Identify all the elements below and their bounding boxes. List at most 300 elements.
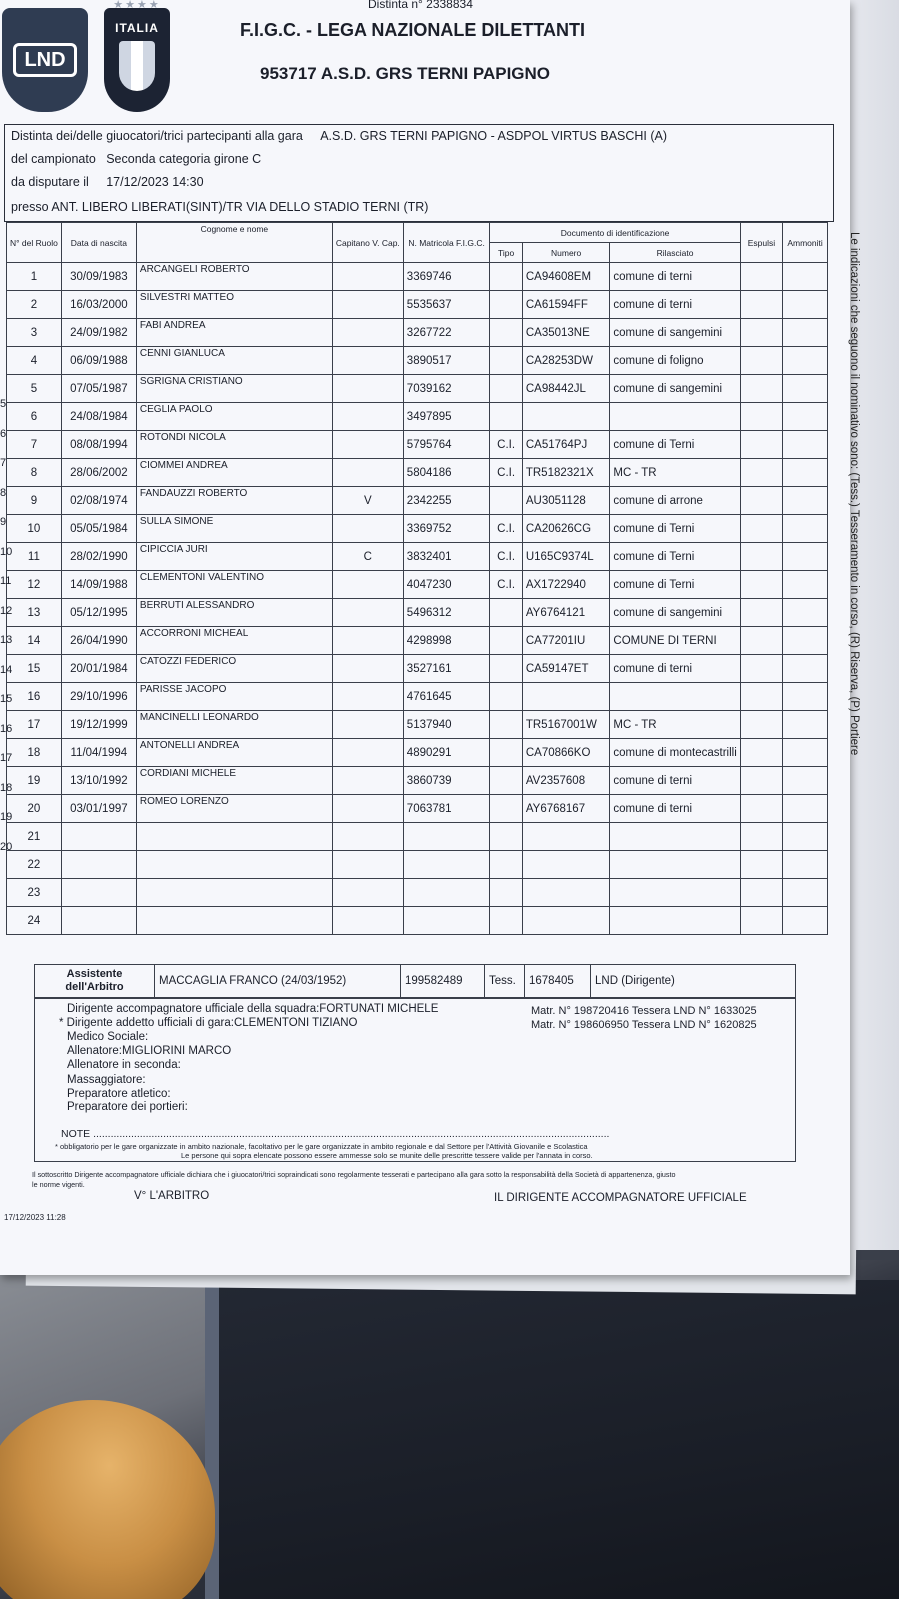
dirigente-accompagnatore-matr: Matr. N° 198720416 Tessera LND N° 1633025	[531, 1005, 757, 1017]
table-row	[7, 879, 828, 907]
espulsi-cell	[740, 767, 782, 795]
captain-mark	[332, 711, 403, 739]
ammoniti-cell	[783, 291, 828, 319]
doc-type	[490, 403, 522, 431]
table-row	[7, 263, 828, 291]
match-label: Distinta dei/delle giuocatori/trici partecipanti alla gara	[11, 129, 303, 143]
row-number: 24	[7, 907, 62, 935]
captain-mark	[332, 851, 403, 879]
espulsi-cell	[740, 375, 782, 403]
doc-number: CA98442JL	[522, 375, 610, 403]
espulsi-cell	[740, 263, 782, 291]
outer-row-number: 14	[0, 663, 13, 676]
ammoniti-cell	[783, 711, 828, 739]
birth-date: 26/04/1990	[61, 627, 136, 655]
doc-type: C.I.	[490, 571, 522, 599]
venue-line	[11, 200, 428, 214]
outer-row-number: 13	[0, 634, 13, 646]
col-ruolo: N° del Ruolo	[7, 223, 62, 263]
doc-issuer	[610, 851, 740, 879]
match-info	[4, 124, 834, 222]
doc-issuer: comune di foligno	[610, 347, 740, 375]
allenatore-seconda: Allenatore in seconda:	[67, 1059, 181, 1071]
player-name: FANDAUZZI ROBERTO	[136, 487, 332, 515]
matricola	[403, 907, 490, 935]
ammoniti-cell	[783, 879, 828, 907]
ammoniti-cell	[783, 823, 828, 851]
espulsi-cell	[740, 319, 782, 347]
declaration-end: le norme vigenti.	[32, 1180, 85, 1189]
outer-row-number: 7	[0, 457, 7, 469]
doc-issuer: comune di Terni	[610, 571, 740, 599]
birth-date: 24/09/1982	[61, 319, 136, 347]
birth-date	[61, 823, 136, 851]
club-title: 953717 A.S.D. GRS TERNI PAPIGNO	[260, 64, 551, 83]
row-number: 14	[7, 627, 62, 655]
doc-type	[490, 655, 522, 683]
table-row	[7, 375, 828, 403]
captain-mark	[332, 375, 403, 403]
captain-mark	[332, 263, 403, 291]
matricola: 4298998	[403, 627, 490, 655]
table-row	[7, 823, 828, 851]
lnd-logo-text: LND	[13, 43, 77, 77]
matricola	[403, 823, 490, 851]
row-number: 10	[7, 515, 62, 543]
player-name	[136, 879, 332, 907]
doc-type	[490, 739, 522, 767]
doc-number: CA61594FF	[522, 291, 610, 319]
row-number: 21	[7, 823, 62, 851]
doc-number: CA28253DW	[522, 347, 610, 375]
table-row	[7, 515, 828, 543]
espulsi-cell	[740, 403, 782, 431]
doc-number: CA59147ET	[522, 655, 610, 683]
player-name: MANCINELLI LEONARDO	[136, 711, 332, 739]
players-table	[6, 222, 828, 935]
distinta-number: Distinta n° 2338834	[368, 0, 473, 11]
ammoniti-cell	[783, 543, 828, 571]
player-name: CIPICCIA JURI	[136, 543, 332, 571]
doc-number: AY6768167	[522, 795, 610, 823]
doc-number: AV2357608	[522, 767, 610, 795]
outer-row-number: 8	[0, 486, 7, 499]
captain-mark	[332, 347, 403, 375]
doc-issuer: comune di sangemini	[610, 319, 740, 347]
doc-number: U165C9374L	[522, 543, 610, 571]
birth-date: 05/12/1995	[61, 599, 136, 627]
espulsi-cell	[740, 907, 782, 935]
birth-date: 13/10/1992	[61, 767, 136, 795]
espulsi-cell	[740, 543, 782, 571]
captain-mark	[332, 319, 403, 347]
captain-mark	[332, 627, 403, 655]
ammoniti-cell	[783, 515, 828, 543]
table-row	[7, 291, 828, 319]
doc-number: CA51764PJ	[522, 431, 610, 459]
espulsi-cell	[740, 683, 782, 711]
col-ammoniti: Ammoniti	[783, 223, 828, 263]
table-row	[7, 487, 828, 515]
matricola: 4047230	[403, 571, 490, 599]
matricola: 3527161	[403, 655, 490, 683]
dirigente-signature: IL DIRIGENTE ACCOMPAGNATORE UFFICIALE	[494, 1192, 747, 1204]
captain-mark	[332, 823, 403, 851]
row-number: 13	[7, 599, 62, 627]
doc-issuer	[610, 823, 740, 851]
birth-date: 05/05/1984	[61, 515, 136, 543]
ammoniti-cell	[783, 263, 828, 291]
outer-row-number: 6	[0, 427, 7, 440]
birth-date: 19/12/1999	[61, 711, 136, 739]
doc-type	[490, 795, 522, 823]
doc-type	[490, 347, 522, 375]
doc-number: TR5167001W	[522, 711, 610, 739]
table-row	[7, 403, 828, 431]
doc-number: CA35013NE	[522, 319, 610, 347]
ammoniti-cell	[783, 907, 828, 935]
table-row	[7, 459, 828, 487]
dirigente-accompagnatore: Dirigente accompagnatore ufficiale della squadra:FORTUNATI MICHELE	[67, 1003, 439, 1015]
doc-issuer: comune di sangemini	[610, 599, 740, 627]
assistant-matricola: 199582489	[401, 965, 485, 997]
table-row	[7, 543, 828, 571]
matricola	[403, 851, 490, 879]
espulsi-cell	[740, 431, 782, 459]
doc-issuer: comune di terni	[610, 767, 740, 795]
assistant-name: MACCAGLIA FRANCO (24/03/1952)	[155, 965, 401, 997]
table-row	[7, 851, 828, 879]
doc-number	[522, 907, 610, 935]
birth-date	[61, 879, 136, 907]
birth-date: 24/08/1984	[61, 403, 136, 431]
doc-number: CA70866KO	[522, 739, 610, 767]
player-name: ROMEO LORENZO	[136, 795, 332, 823]
ammoniti-cell	[783, 795, 828, 823]
matricola: 4890291	[403, 739, 490, 767]
row-number: 17	[7, 711, 62, 739]
ammoniti-cell	[783, 487, 828, 515]
player-name: CEGLIA PAOLO	[136, 403, 332, 431]
doc-issuer: comune di arrone	[610, 487, 740, 515]
col-espulsi: Espulsi	[740, 223, 782, 263]
outer-row-number: 16	[0, 722, 13, 735]
matricola: 3369746	[403, 263, 490, 291]
espulsi-cell	[740, 291, 782, 319]
birth-date: 06/09/1988	[61, 347, 136, 375]
venue-value: ANT. LIBERO LIBERATI(SINT)/TR VIA DELLO STADIO TERNI (TR)	[51, 200, 429, 214]
col-rilasciato: Rilasciato	[610, 243, 740, 263]
doc-issuer: MC - TR	[610, 459, 740, 487]
player-name: CLEMENTONI VALENTINO	[136, 571, 332, 599]
row-number: 22	[7, 851, 62, 879]
doc-number: CA94608EM	[522, 263, 610, 291]
player-name: FABI ANDREA	[136, 319, 332, 347]
doc-number	[522, 851, 610, 879]
row-number: 19	[7, 767, 62, 795]
table-row	[7, 683, 828, 711]
row-number: 20	[7, 795, 62, 823]
ammoniti-cell	[783, 431, 828, 459]
espulsi-cell	[740, 571, 782, 599]
medico-sociale: Medico Sociale:	[67, 1031, 149, 1043]
match-value: A.S.D. GRS TERNI PAPIGNO - ASDPOL VIRTUS BASCHI (A)	[320, 129, 668, 143]
ammoniti-cell	[783, 375, 828, 403]
doc-issuer: MC - TR	[610, 711, 740, 739]
date-label: da disputare il	[11, 175, 89, 189]
preparatore-atletico: Preparatore atletico:	[67, 1088, 171, 1100]
preparatore-portieri: Preparatore dei portieri:	[67, 1101, 188, 1113]
ammoniti-cell	[783, 459, 828, 487]
doc-number: TR5182321X	[522, 459, 610, 487]
doc-type	[490, 823, 522, 851]
doc-type: C.I.	[490, 459, 522, 487]
doc-number	[522, 683, 610, 711]
dirigente-addetto: * Dirigente addetto ufficiali di gara:CLEMENTONI TIZIANO	[59, 1017, 358, 1029]
doc-issuer	[610, 683, 740, 711]
espulsi-cell	[740, 851, 782, 879]
lnd-logo	[2, 8, 88, 112]
doc-type	[490, 291, 522, 319]
captain-mark	[332, 291, 403, 319]
doc-type: C.I.	[490, 431, 522, 459]
col-matricola: N. Matricola F.I.G.C.	[403, 223, 490, 263]
birth-date: 29/10/1996	[61, 683, 136, 711]
fine-print-2: Le persone qui sopra elencate possono essere ammesse solo se munite delle prescritte tessere valide per l'annata in corso.	[181, 1151, 593, 1160]
row-number: 5	[7, 375, 62, 403]
doc-type	[490, 711, 522, 739]
italia-logo	[104, 0, 170, 112]
matricola: 5535637	[403, 291, 490, 319]
matricola: 5795764	[403, 431, 490, 459]
table-row	[7, 319, 828, 347]
birth-date: 20/01/1984	[61, 655, 136, 683]
captain-mark: C	[332, 543, 403, 571]
player-name	[136, 823, 332, 851]
doc-type: C.I.	[490, 543, 522, 571]
captain-mark	[332, 767, 403, 795]
doc-issuer	[610, 403, 740, 431]
espulsi-cell	[740, 627, 782, 655]
side-note: Le indicazioni che seguono il nominativo sono: (Tess.) Tesseramento in corso, (R) Riserva, (P) Portiere	[848, 232, 860, 756]
birth-date: 30/09/1983	[61, 263, 136, 291]
player-name: ROTONDI NICOLA	[136, 431, 332, 459]
captain-mark: V	[332, 487, 403, 515]
espulsi-cell	[740, 347, 782, 375]
doc-number	[522, 403, 610, 431]
outer-row-number: 9	[0, 516, 7, 528]
outer-row-number: 5	[0, 398, 7, 410]
player-name	[136, 907, 332, 935]
assistant-tess-label: Tess.	[485, 965, 525, 997]
col-documento: Documento di identificazione	[490, 223, 740, 243]
championship-label: del campionato	[11, 152, 96, 166]
note-line: NOTE .................................................................................................................................................................................	[61, 1128, 610, 1140]
matricola: 3369752	[403, 515, 490, 543]
matricola: 3497895	[403, 403, 490, 431]
matricola: 5496312	[403, 599, 490, 627]
row-number: 1	[7, 263, 62, 291]
espulsi-cell	[740, 711, 782, 739]
player-name: SILVESTRI MATTEO	[136, 291, 332, 319]
matricola: 3890517	[403, 347, 490, 375]
ammoniti-cell	[783, 403, 828, 431]
doc-type	[490, 907, 522, 935]
birth-date: 07/05/1987	[61, 375, 136, 403]
birth-date	[61, 907, 136, 935]
staff-box	[34, 998, 796, 1162]
col-nome: Cognome e nome	[136, 223, 332, 263]
championship-line	[11, 152, 261, 166]
allenatore: Allenatore:MIGLIORINI MARCO	[67, 1045, 232, 1057]
birth-date: 03/01/1997	[61, 795, 136, 823]
row-number: 12	[7, 571, 62, 599]
dark-fabric	[205, 1280, 899, 1599]
ammoniti-cell	[783, 347, 828, 375]
birth-date	[61, 851, 136, 879]
doc-number: CA77201IU	[522, 627, 610, 655]
fine-print-1: * obbligatorio per le gare organizzate in ambito nazionale, facoltativo per le gare organizzate in ambito regionale e dal Settore per l'Attività Giovanile e Scolastica	[55, 1142, 588, 1151]
outer-row-number: 15	[0, 693, 13, 705]
player-name: SULLA SIMONE	[136, 515, 332, 543]
row-number: 9	[7, 487, 62, 515]
print-timestamp: 17/12/2023 11:28	[4, 1213, 66, 1222]
matricola: 3860739	[403, 767, 490, 795]
doc-number: AU3051128	[522, 487, 610, 515]
captain-mark	[332, 879, 403, 907]
captain-mark	[332, 683, 403, 711]
doc-issuer	[610, 879, 740, 907]
match-line	[11, 129, 667, 143]
captain-mark	[332, 795, 403, 823]
doc-issuer: comune di terni	[610, 655, 740, 683]
doc-issuer: comune di montecastrilli	[610, 739, 740, 767]
captain-mark	[332, 907, 403, 935]
row-number: 23	[7, 879, 62, 907]
doc-issuer: comune di Terni	[610, 515, 740, 543]
date-line	[11, 175, 204, 189]
player-name: SGRIGNA CRISTIANO	[136, 375, 332, 403]
assistant-tess-number: 1678405	[525, 965, 591, 997]
matricola: 7063781	[403, 795, 490, 823]
row-number: 6	[7, 403, 62, 431]
table-row	[7, 739, 828, 767]
espulsi-cell	[740, 795, 782, 823]
birth-date: 08/08/1994	[61, 431, 136, 459]
outer-row-number: 17	[0, 752, 13, 764]
outer-row-number: 19	[0, 811, 13, 823]
dirigente-addetto-matr: Matr. N° 198606950 Tessera LND N° 1620825	[531, 1019, 757, 1031]
captain-mark	[332, 571, 403, 599]
outer-row-number: 10	[0, 545, 13, 558]
page-title: F.I.G.C. - LEGA NAZIONALE DILETTANTI	[240, 20, 585, 40]
player-name: CENNI GIANLUCA	[136, 347, 332, 375]
matricola	[403, 879, 490, 907]
doc-number: CA20626CG	[522, 515, 610, 543]
table-row	[7, 627, 828, 655]
col-nascita: Data di nascita	[61, 223, 136, 263]
doc-type	[490, 319, 522, 347]
col-numero: Numero	[522, 243, 610, 263]
ammoniti-cell	[783, 767, 828, 795]
matricola: 3832401	[403, 543, 490, 571]
championship-value: Seconda categoria girone C	[106, 152, 262, 166]
doc-type	[490, 879, 522, 907]
matricola: 7039162	[403, 375, 490, 403]
table-row	[7, 571, 828, 599]
birth-date: 28/02/1990	[61, 543, 136, 571]
arbitro-signature: V° L'ARBITRO	[134, 1190, 210, 1202]
doc-number	[522, 823, 610, 851]
player-name: CIOMMEI ANDREA	[136, 459, 332, 487]
outer-row-number: 18	[0, 781, 13, 794]
doc-type	[490, 851, 522, 879]
doc-type	[490, 375, 522, 403]
birth-date: 28/06/2002	[61, 459, 136, 487]
captain-mark	[332, 599, 403, 627]
espulsi-cell	[740, 739, 782, 767]
table-row	[7, 767, 828, 795]
ammoniti-cell	[783, 571, 828, 599]
row-number: 18	[7, 739, 62, 767]
assistant-row	[34, 964, 796, 998]
player-name: PARISSE JACOPO	[136, 683, 332, 711]
doc-issuer: comune di Terni	[610, 431, 740, 459]
assistant-label: Assistente dell'Arbitro	[35, 965, 155, 997]
espulsi-cell	[740, 879, 782, 907]
doc-type	[490, 263, 522, 291]
table-row	[7, 795, 828, 823]
matricola: 2342255	[403, 487, 490, 515]
espulsi-cell	[740, 459, 782, 487]
ammoniti-cell	[783, 683, 828, 711]
ammoniti-cell	[783, 627, 828, 655]
col-tipo: Tipo	[490, 243, 522, 263]
row-number: 3	[7, 319, 62, 347]
table-row	[7, 431, 828, 459]
row-number: 15	[7, 655, 62, 683]
ammoniti-cell	[783, 319, 828, 347]
row-number: 8	[7, 459, 62, 487]
ammoniti-cell	[783, 739, 828, 767]
row-number: 7	[7, 431, 62, 459]
shield-icon	[119, 41, 155, 91]
espulsi-cell	[740, 823, 782, 851]
matricola: 5804186	[403, 459, 490, 487]
row-number: 11	[7, 543, 62, 571]
declaration: Il sottoscritto Dirigente accompagnatore ufficiale dichiara che i giuocatori/trici sopraindicati sono regolarmente tesserati e partecipano alla gara sotto la responsabilità della Società di appartenenza, giusto	[32, 1170, 676, 1179]
outer-row-number: 11	[0, 575, 12, 587]
doc-issuer: COMUNE DI TERNI	[610, 627, 740, 655]
birth-date: 11/04/1994	[61, 739, 136, 767]
player-name	[136, 851, 332, 879]
doc-issuer: comune di sangemini	[610, 375, 740, 403]
birth-date: 02/08/1974	[61, 487, 136, 515]
captain-mark	[332, 431, 403, 459]
player-name: CORDIANI MICHELE	[136, 767, 332, 795]
matricola: 3267722	[403, 319, 490, 347]
venue-label: presso	[11, 200, 49, 214]
outer-row-number: 12	[0, 604, 13, 617]
doc-type: C.I.	[490, 515, 522, 543]
birth-date: 16/03/2000	[61, 291, 136, 319]
doc-issuer: comune di terni	[610, 795, 740, 823]
captain-mark	[332, 403, 403, 431]
assistant-role: LND (Dirigente)	[595, 975, 675, 987]
doc-type	[490, 599, 522, 627]
doc-number: AX1722940	[522, 571, 610, 599]
captain-mark	[332, 459, 403, 487]
